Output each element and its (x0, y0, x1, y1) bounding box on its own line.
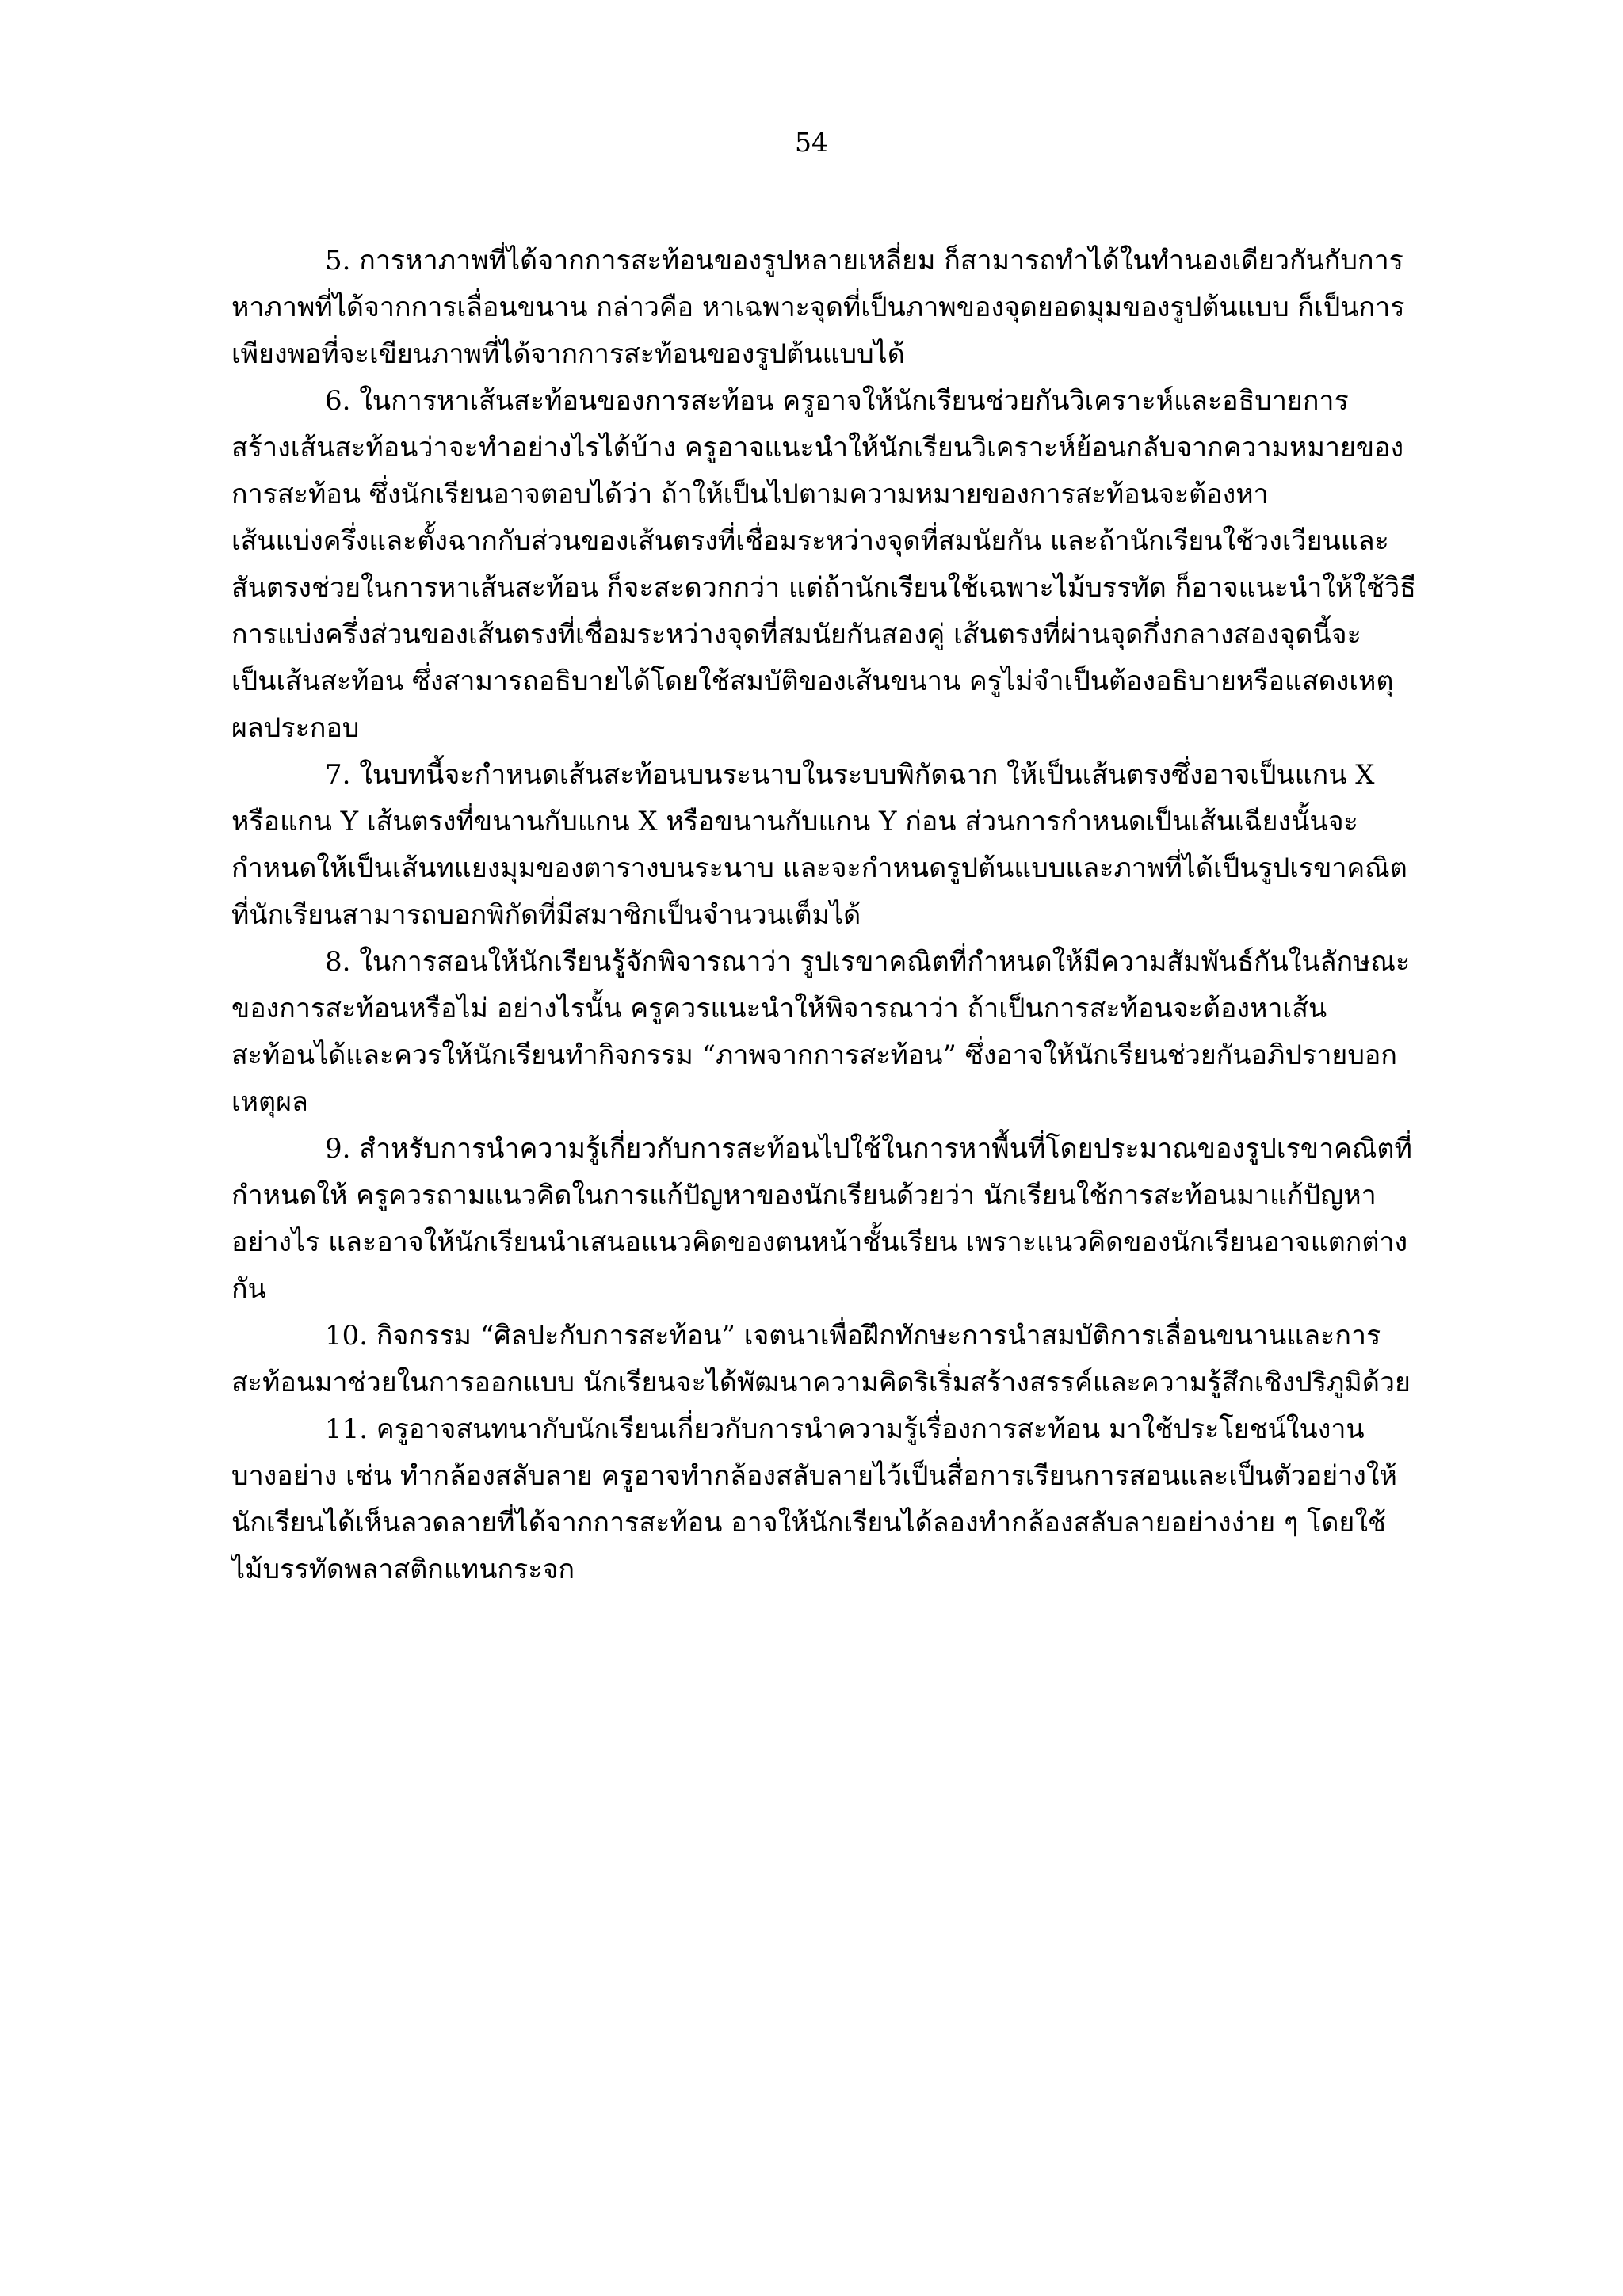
paragraph (231, 939, 1452, 1126)
text-line: นักเรียนได้เห็นลวดลายที่ได้จากการสะท้อน อาจให้นักเรียนได้ลองทำกล้องสลับลายอย่างง่าย ๆ โดยใช้ (231, 1507, 1387, 1539)
paragraph (231, 1406, 1452, 1593)
text-line: 10. กิจกรรม “ศิลปะกับการสะท้อน” เจตนาเพื่อฝึกทักษะการนำสมบัติการเลื่อนขนานและการ (325, 1320, 1381, 1352)
body-text (231, 238, 1452, 1593)
text-line: สันตรงช่วยในการหาเส้นสะท้อน ก็จะสะดวกกว่า แต่ถ้านักเรียนใช้เฉพาะไม้บรรทัด ก็อาจแนะนำให้ใช้วิธี (231, 572, 1416, 604)
paragraph (231, 238, 1452, 378)
text-line: เหตุผล (231, 1086, 308, 1118)
text-line: กำหนดให้เป็นเส้นทแยงมุมของตารางบนระนาบ และจะกำหนดรูปต้นแบบและภาพที่ได้เป็นรูปเรขาคณิต (231, 852, 1407, 884)
text-line: การแบ่งครึ่งส่วนของเส้นตรงที่เชื่อมระหว่างจุดที่สมนัยกันสองคู่ เส้นตรงที่ผ่านจุดกึ่งกลางสองจุดนี้จะ (231, 619, 1361, 650)
text-line: สะท้อนมาช่วยในการออกแบบ นักเรียนจะได้พัฒนาความคิดริเริ่มสร้างสรรค์และความรู้สึกเชิงปริภูมิด้วย (231, 1367, 1411, 1398)
paragraph (231, 1126, 1452, 1313)
text-line: อย่างไร และอาจให้นักเรียนนำเสนอแนวคิดของตนหน้าชั้นเรียน เพราะแนวคิดของนักเรียนอาจแตกต่าง (231, 1226, 1408, 1258)
text-line: กำหนดให้ ครูควรถามแนวคิดในการแก้ปัญหาของนักเรียนด้วยว่า นักเรียนใช้การสะท้อนมาแก้ปัญหา (231, 1180, 1377, 1211)
text-line: สะท้อนได้และควรให้นักเรียนทำกิจกรรม “ภาพจากการสะท้อน” ซึ่งอาจให้นักเรียนช่วยกันอภิปรายบอก (231, 1039, 1397, 1071)
text-line: 6. ในการหาเส้นสะท้อนของการสะท้อน ครูอาจให้นักเรียนช่วยกันวิเคราะห์และอธิบายการ (325, 385, 1349, 417)
text-line: ที่นักเรียนสามารถบอกพิกัดที่มีสมาชิกเป็นจำนวนเต็มได้ (231, 899, 861, 931)
text-line: สร้างเส้นสะท้อนว่าจะทำอย่างไรได้บ้าง ครูอาจแนะนำให้นักเรียนวิเคราะห์ย้อนกลับจากความหมายของ (231, 432, 1404, 463)
text-line: เป็นเส้นสะท้อน ซึ่งสามารถอธิบายได้โดยใช้สมบัติของเส้นขนาน ครูไม่จำเป็นต้องอธิบายหรือแสดงเหตุ (231, 666, 1394, 697)
text-line: เพียงพอที่จะเขียนภาพที่ได้จากการสะท้อนของรูปต้นแบบได้ (231, 338, 905, 370)
text-line: 9. สำหรับการนำความรู้เกี่ยวกับการสะท้อนไปใช้ในการหาพื้นที่โดยประมาณของรูปเรขาคณิตที่ (325, 1133, 1412, 1165)
text-line: การสะท้อน ซึ่งนักเรียนอาจตอบได้ว่า ถ้าให้เป็นไปตามความหมายของการสะท้อนจะต้องหา (231, 479, 1269, 510)
text-line: 5. การหาภาพที่ได้จากการสะท้อนของรูปหลายเหลี่ยม ก็สามารถทำได้ในทำนองเดียวกันกับการ (325, 245, 1403, 277)
text-line: ผลประกอบ (231, 712, 360, 744)
text-line: บางอย่าง เช่น ทำกล้องสลับลาย ครูอาจทำกล้องสลับลายไว้เป็นสื่อการเรียนการสอนและเป็นตัวอย่างให้ (231, 1460, 1397, 1492)
paragraph (231, 378, 1452, 752)
text-line: ของการสะท้อนหรือไม่ อย่างไรนั้น ครูควรแนะนำให้พิจารณาว่า ถ้าเป็นการสะท้อนจะต้องหาเส้น (231, 993, 1327, 1024)
paragraph (231, 752, 1452, 939)
text-line: 8. ในการสอนให้นักเรียนรู้จักพิจารณาว่า รูปเรขาคณิตที่กำหนดให้มีความสัมพันธ์กันในลักษณะ (325, 946, 1411, 978)
text-line: ไม้บรรทัดพลาสติกแทนกระจก (231, 1554, 575, 1585)
text-line: หาภาพที่ได้จากการเลื่อนขนาน กล่าวคือ หาเฉพาะจุดที่เป็นภาพของจุดยอดมุมของรูปต้นแบบ ก็เป็นการ (231, 292, 1405, 323)
text-line: 7. ในบทนี้จะกำหนดเส้นสะท้อนบนระนาบในระบบพิกัดฉาก ให้เป็นเส้นตรงซึ่งอาจเป็นแกน X (325, 759, 1375, 791)
text-line: กัน (231, 1273, 266, 1305)
paragraph (231, 1313, 1452, 1406)
page-number: 54 (795, 127, 828, 158)
text-line: 11. ครูอาจสนทนากับนักเรียนเกี่ยวกับการนำความรู้เรื่องการสะท้อน มาใช้ประโยชน์ในงาน (325, 1413, 1365, 1445)
text-line: หรือแกน Y เส้นตรงที่ขนานกับแกน X หรือขนานกับแกน Y ก่อน ส่วนการกำหนดเป็นเส้นเฉียงนั้นจะ (231, 806, 1358, 837)
text-line: เส้นแบ่งครึ่งและตั้งฉากกับส่วนของเส้นตรงที่เชื่อมระหว่างจุดที่สมนัยกัน และถ้านักเรียนใช้วงเวียนและ (231, 525, 1389, 557)
